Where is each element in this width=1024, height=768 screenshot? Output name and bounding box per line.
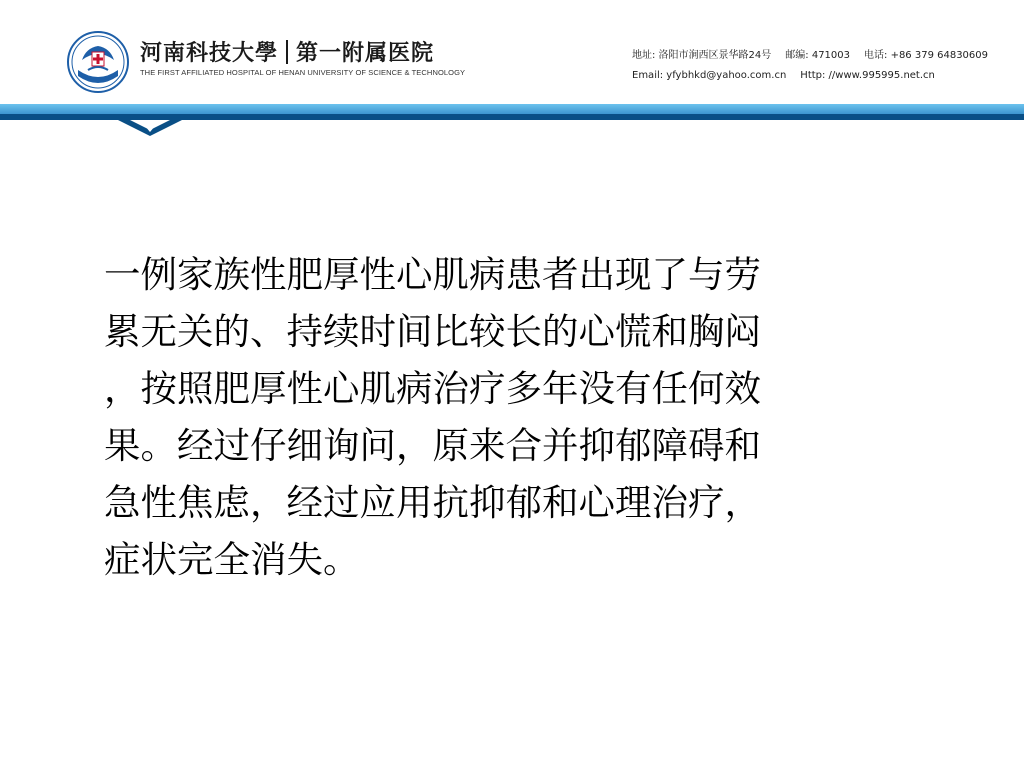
body-line-2: 累无关的、持续时间比较长的心慌和胸闷 — [104, 310, 761, 353]
slide-body-text — [104, 246, 944, 588]
university-name: 河南科技大學 — [140, 40, 279, 66]
hospital-name-cn — [140, 36, 434, 67]
address: 地址: 洛阳市涧西区景华路24号 — [632, 50, 772, 61]
body-line-1: 一例家族性肥厚性心肌病患者出现了与劳 — [104, 253, 761, 296]
slide-header — [0, 0, 1024, 140]
body-line-6: 症状完全消失。 — [104, 538, 360, 581]
hospital-name: 第一附属医院 — [296, 40, 435, 66]
name-separator — [286, 40, 288, 64]
hospital-logo-icon — [66, 30, 130, 94]
phone: 电话: +86 379 64830609 — [864, 50, 989, 61]
postcode: 邮编: 471003 — [785, 50, 851, 61]
website: Http: //www.995995.net.cn — [800, 70, 935, 81]
body-line-5: 急性焦虑，经过应用抗抑郁和心理治疗， — [104, 481, 761, 524]
contact-info — [632, 46, 988, 86]
header-band — [0, 96, 1024, 146]
contact-line-1 — [632, 46, 988, 66]
email: Email: yfybhkd@yahoo.com.cn — [632, 70, 787, 81]
body-line-3: ，按照肥厚性心肌病治疗多年没有任何效 — [104, 367, 761, 410]
contact-line-2 — [632, 66, 988, 86]
hospital-name-en: THE FIRST AFFILIATED HOSPITAL OF HENAN UNIVERSITY OF SCIENCE & TECHNOLOGY — [140, 68, 466, 77]
body-line-4: 果。经过仔细询问，原来合并抑郁障碍和 — [104, 424, 761, 467]
